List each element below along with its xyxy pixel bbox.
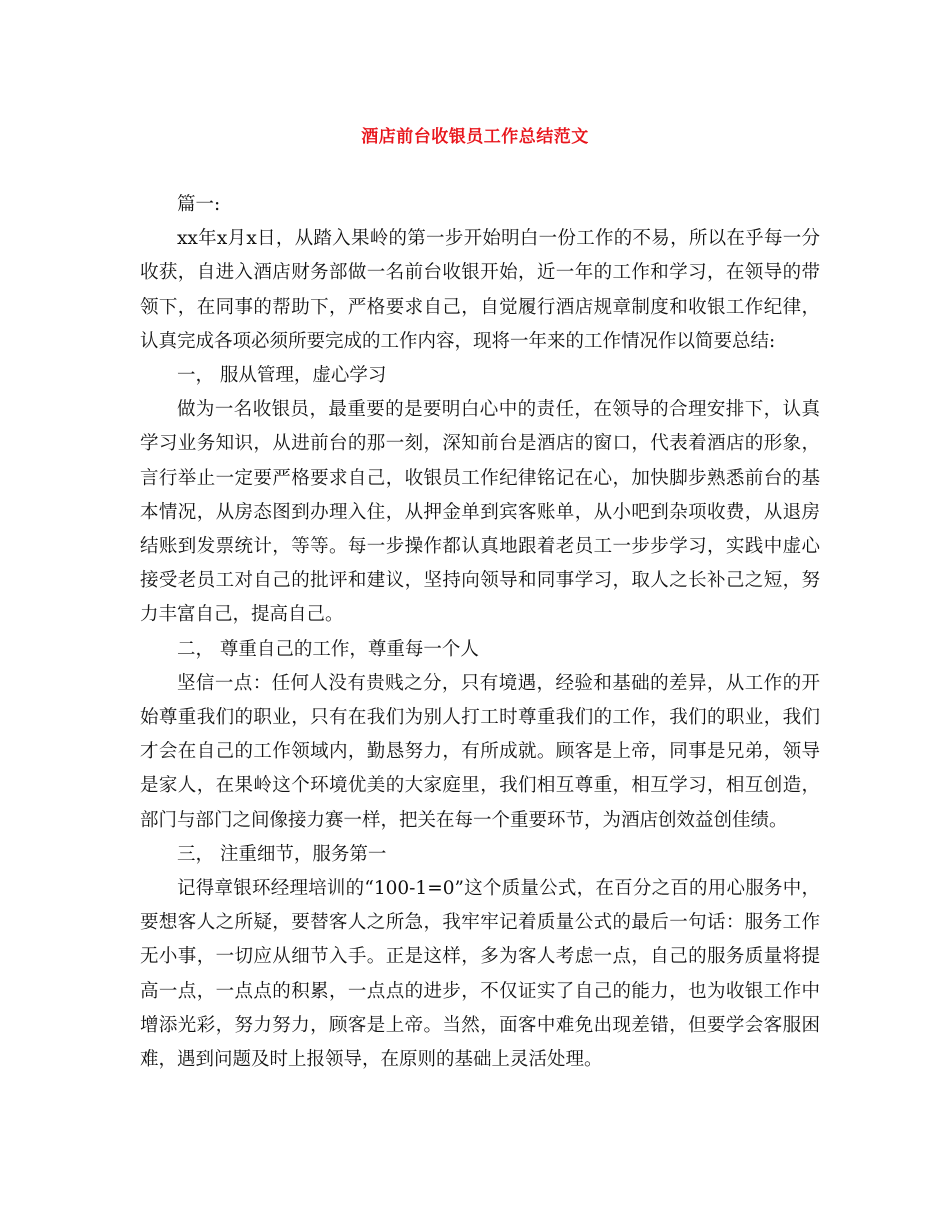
section-label: 篇一: [177,194,221,215]
paragraph-section-3: 记得章银环经理培训的“100-1=0”这个质量公式，在百分之百的用心服务中，要想客人之所疑，要替客人之所急，我牢牢记着质量公式的最后一句话：服务工作无小事，一切应从细节入手。正是这样，多为客人考虑一点，自己的服务质量将提高一点，一点点的积累，一点点的进步，不仅证实了自己的能力，也为收银工作中增添光彩，努力努力，顾客是上帝。当然，面客中难免出现差错，但要学会客服困难，遇到问题及时上报领导，在原则的基础上灵活处理。 [140,878,820,1071]
document-title: 酒店前台收银员工作总结范文 [361,127,589,147]
section-heading-1: 一， 服从管理，虚心学习 [177,365,387,387]
section-heading-3: 三， 注重细节，服务第一 [177,843,387,865]
paragraph-section-1: 做为一名收银员，最重要的是要明白心中的责任，在领导的合理安排下，认真学习业务知识，从进前台的那一刻，深知前台是酒店的窗口，代表着酒店的形象，言行举止一定要严格要求自己，收银员工作纪律铭记在心，加快脚步熟悉前台的基本情况，从房态图到办理入住，从押金单到宾客账单，从小吧到杂项收费，从退房结账到发票统计，等等。每一步操作都认真地跟着老员工一步步学习，实践中虚心接受老员工对自己的批评和建议，坚持向领导和同事学习，取人之长补己之短，努力丰富自己，提高自己。 [140,399,820,626]
document-body [140,188,820,1077]
section-heading-2: 二， 尊重自己的工作，尊重每一个人 [177,638,479,660]
paragraph-section-2: 坚信一点：任何人没有贵贱之分，只有境遇，经验和基础的差异，从工作的开始尊重我们的职业，只有在我们为别人打工时尊重我们的工作，我们的职业，我们才会在自己的工作领域内，勤恳努力，有所成就。顾客是上帝，同事是兄弟，领导是家人，在果岭这个环境优美的大家庭里，我们相互尊重，相互学习，相互创造，部门与部门之间像接力赛一样，把关在每一个重要环节，为酒店创效益创佳绩。 [140,672,820,831]
paragraph-intro: xx年x月x日，从踏入果岭的第一步开始明白一份工作的不易，所以在乎每一分收获，自进入酒店财务部做一名前台收银开始，近一年的工作和学习，在领导的带领下，在同事的帮助下，严格要求自己，自觉履行酒店规章制度和收银工作纪律，认真完成各项必须所要完成的工作内容，现将一年来的工作情况作以简要总结: [140,228,820,352]
